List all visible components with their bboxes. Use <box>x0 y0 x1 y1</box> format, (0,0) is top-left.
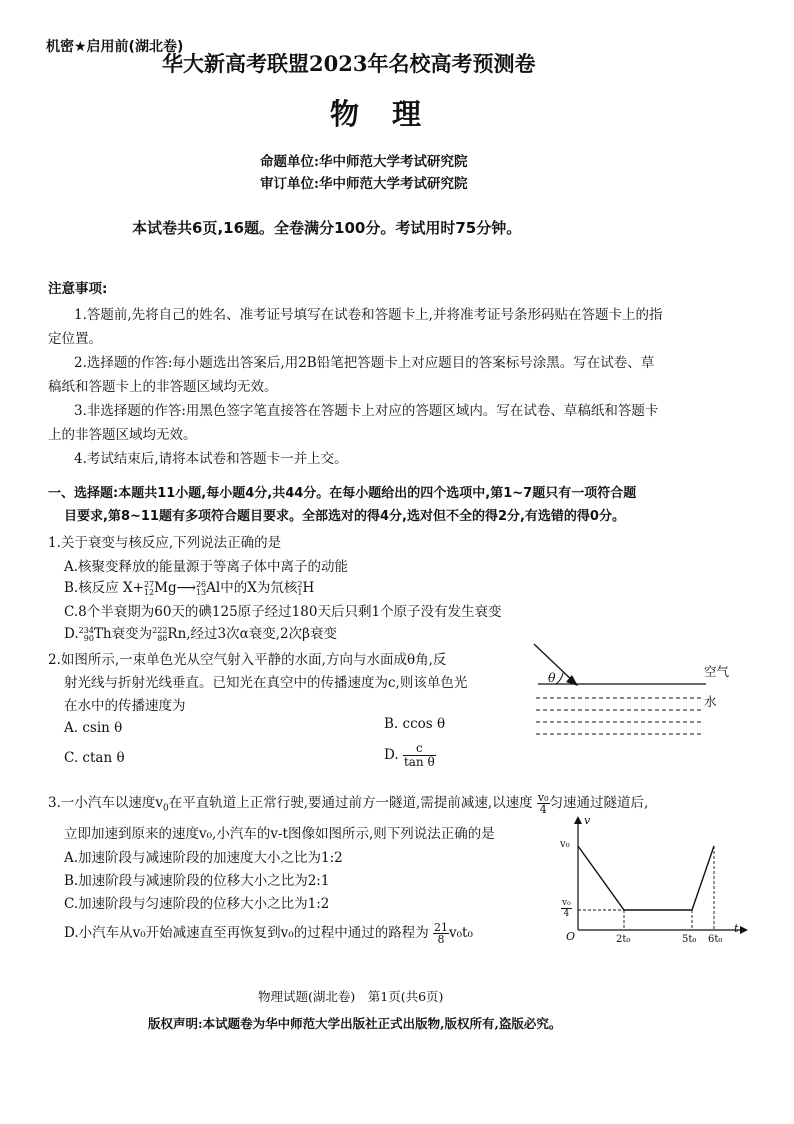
q1-option-a: A.核聚变释放的能量源于等离子体中离子的动能 <box>64 559 349 575</box>
q3-option-b: B.加速阶段与减速阶段的位移大小之比为2:1 <box>64 873 330 889</box>
note-line: 稿纸和答题卡上的非答题区域均无效。 <box>48 379 278 395</box>
author-line: 命题单位:华中师范大学考试研究院 <box>260 154 468 170</box>
secret-label: 机密★启用前(湖北卷) <box>46 39 184 55</box>
q1-stem: 1.关于衰变与核反应,下列说法正确的是 <box>48 535 282 551</box>
v-axis-label: v <box>584 814 591 827</box>
reviewer-line: 审订单位:华中师范大学考试研究院 <box>260 176 468 192</box>
q2-stem-line: 射光线与折射光线垂直。已知光在真空中的传播速度为c,则该单色光 <box>64 675 468 691</box>
t-tick-label: 5t₀ <box>682 934 697 945</box>
note-line: 1.答题前,先将自己的姓名、准考证号填写在试卷和答题卡上,并将准考证号条形码贴在答题卡上的指 <box>74 307 663 323</box>
water-label: 水 <box>704 694 717 709</box>
t-axis-label: t <box>734 922 739 935</box>
t-axis-arrow-icon <box>740 926 748 934</box>
vt-curve <box>578 846 714 910</box>
q2-option-d: D. $\frac{c}{\text{tan θ}}$ <box>384 741 435 769</box>
v0-tick-label: v₀ <box>560 839 570 850</box>
copyright-notice: 版权声明:本试题卷为华中师范大学出版社正式出版物,版权所有,盗版必究。 <box>148 1016 562 1031</box>
q1-option-d: D. 234 90 Th衰变为 222 86 Rn,经过3次α衰变,2次β衰变 <box>64 625 337 643</box>
q2-stem-line: 2.如图所示,一束单色光从空气射入平静的水面,方向与水面成θ角,反 <box>48 652 447 668</box>
note-line: 上的非答题区域均无效。 <box>48 427 197 443</box>
origin-label: O <box>566 930 576 943</box>
q3-option-a: A.加速阶段与减速阶段的加速度大小之比为1:2 <box>64 850 343 866</box>
note-line: 2.选择题的作答:每小题选出答案后,用2B铅笔把答题卡上对应题目的答案标号涂黑。写在试卷、草 <box>74 355 655 371</box>
q3-stem-line: 3.一小汽车以速度$v_0$在平直轨道上正常行驶,要通过前方一隧道,需提前减速,以速度 $\frac{\text{v₀}}{4}$ 匀速通过隧道后, <box>48 791 649 816</box>
angle-arc <box>556 673 563 684</box>
note-line: 定位置。 <box>48 331 102 347</box>
air-label: 空气 <box>704 664 730 679</box>
q3-stem-line: 立即加速到原来的速度v₀,小汽车的v-t图像如图所示,则下列说法正确的是 <box>64 826 495 842</box>
q2-option-a: A. csin θ <box>64 720 123 736</box>
subject-title: 物 理 <box>330 97 424 131</box>
q2-light-diagram <box>526 640 746 740</box>
v0-quarter-tick-label: $\frac{\text{v₀}}{4}$ <box>562 898 571 919</box>
q2-stem-line: 在水中的传播速度为 <box>64 698 186 714</box>
section-instructions: 目要求,第8~11题有多项符合题目要求。全部选对的得4分,选对但不全的得2分,有选错的得0分。 <box>64 509 625 524</box>
note-line: 3.非选择题的作答:用黑色签字笔直接答在答题卡上对应的答题区域内。写在试卷、草稿纸和答题卡 <box>74 403 659 419</box>
note-line: 4.考试结束后,请将本试卷和答题卡一并上交。 <box>74 451 348 467</box>
exam-title: 华大新高考联盟2023年名校高考预测卷 <box>162 51 536 76</box>
q2-option-c: C. ctan θ <box>64 750 125 766</box>
t-tick-label: 6t₀ <box>708 934 723 945</box>
q3-option-d: D.小汽车从v₀开始减速直至再恢复到v₀的过程中通过的路程为 $\frac{21}{8}$ v₀t₀ <box>64 921 473 946</box>
section-instructions: 一、选择题:本题共11小题,每小题4分,共44分。在每小题给出的四个选项中,第1~7题只有一项符合题 <box>48 486 637 501</box>
page-footer: 物理试题(湖北卷) 第1页(共6页) <box>258 989 444 1004</box>
theta-label: θ <box>548 670 556 685</box>
t-tick-label: 2t₀ <box>616 934 631 945</box>
q2-option-b: B. ccos θ <box>384 716 446 732</box>
notes-heading: 注意事项: <box>48 281 108 297</box>
q1-option-c: C.8个半衰期为60天的碘125原子经过180天后只剩1个原子没有发生衰变 <box>64 604 502 620</box>
v-axis-arrow-icon <box>574 816 582 824</box>
exam-summary: 本试卷共6页,16题。全卷满分100分。考试用时75分钟。 <box>132 219 522 237</box>
q3-option-c: C.加速阶段与匀速阶段的位移大小之比为1:2 <box>64 896 330 912</box>
q1-option-b: B.核反应 X+ 27 12 Mg⟶ 26 13 Al中的X为氘核 2 1 H <box>64 579 315 597</box>
q3-vt-graph <box>558 812 748 952</box>
